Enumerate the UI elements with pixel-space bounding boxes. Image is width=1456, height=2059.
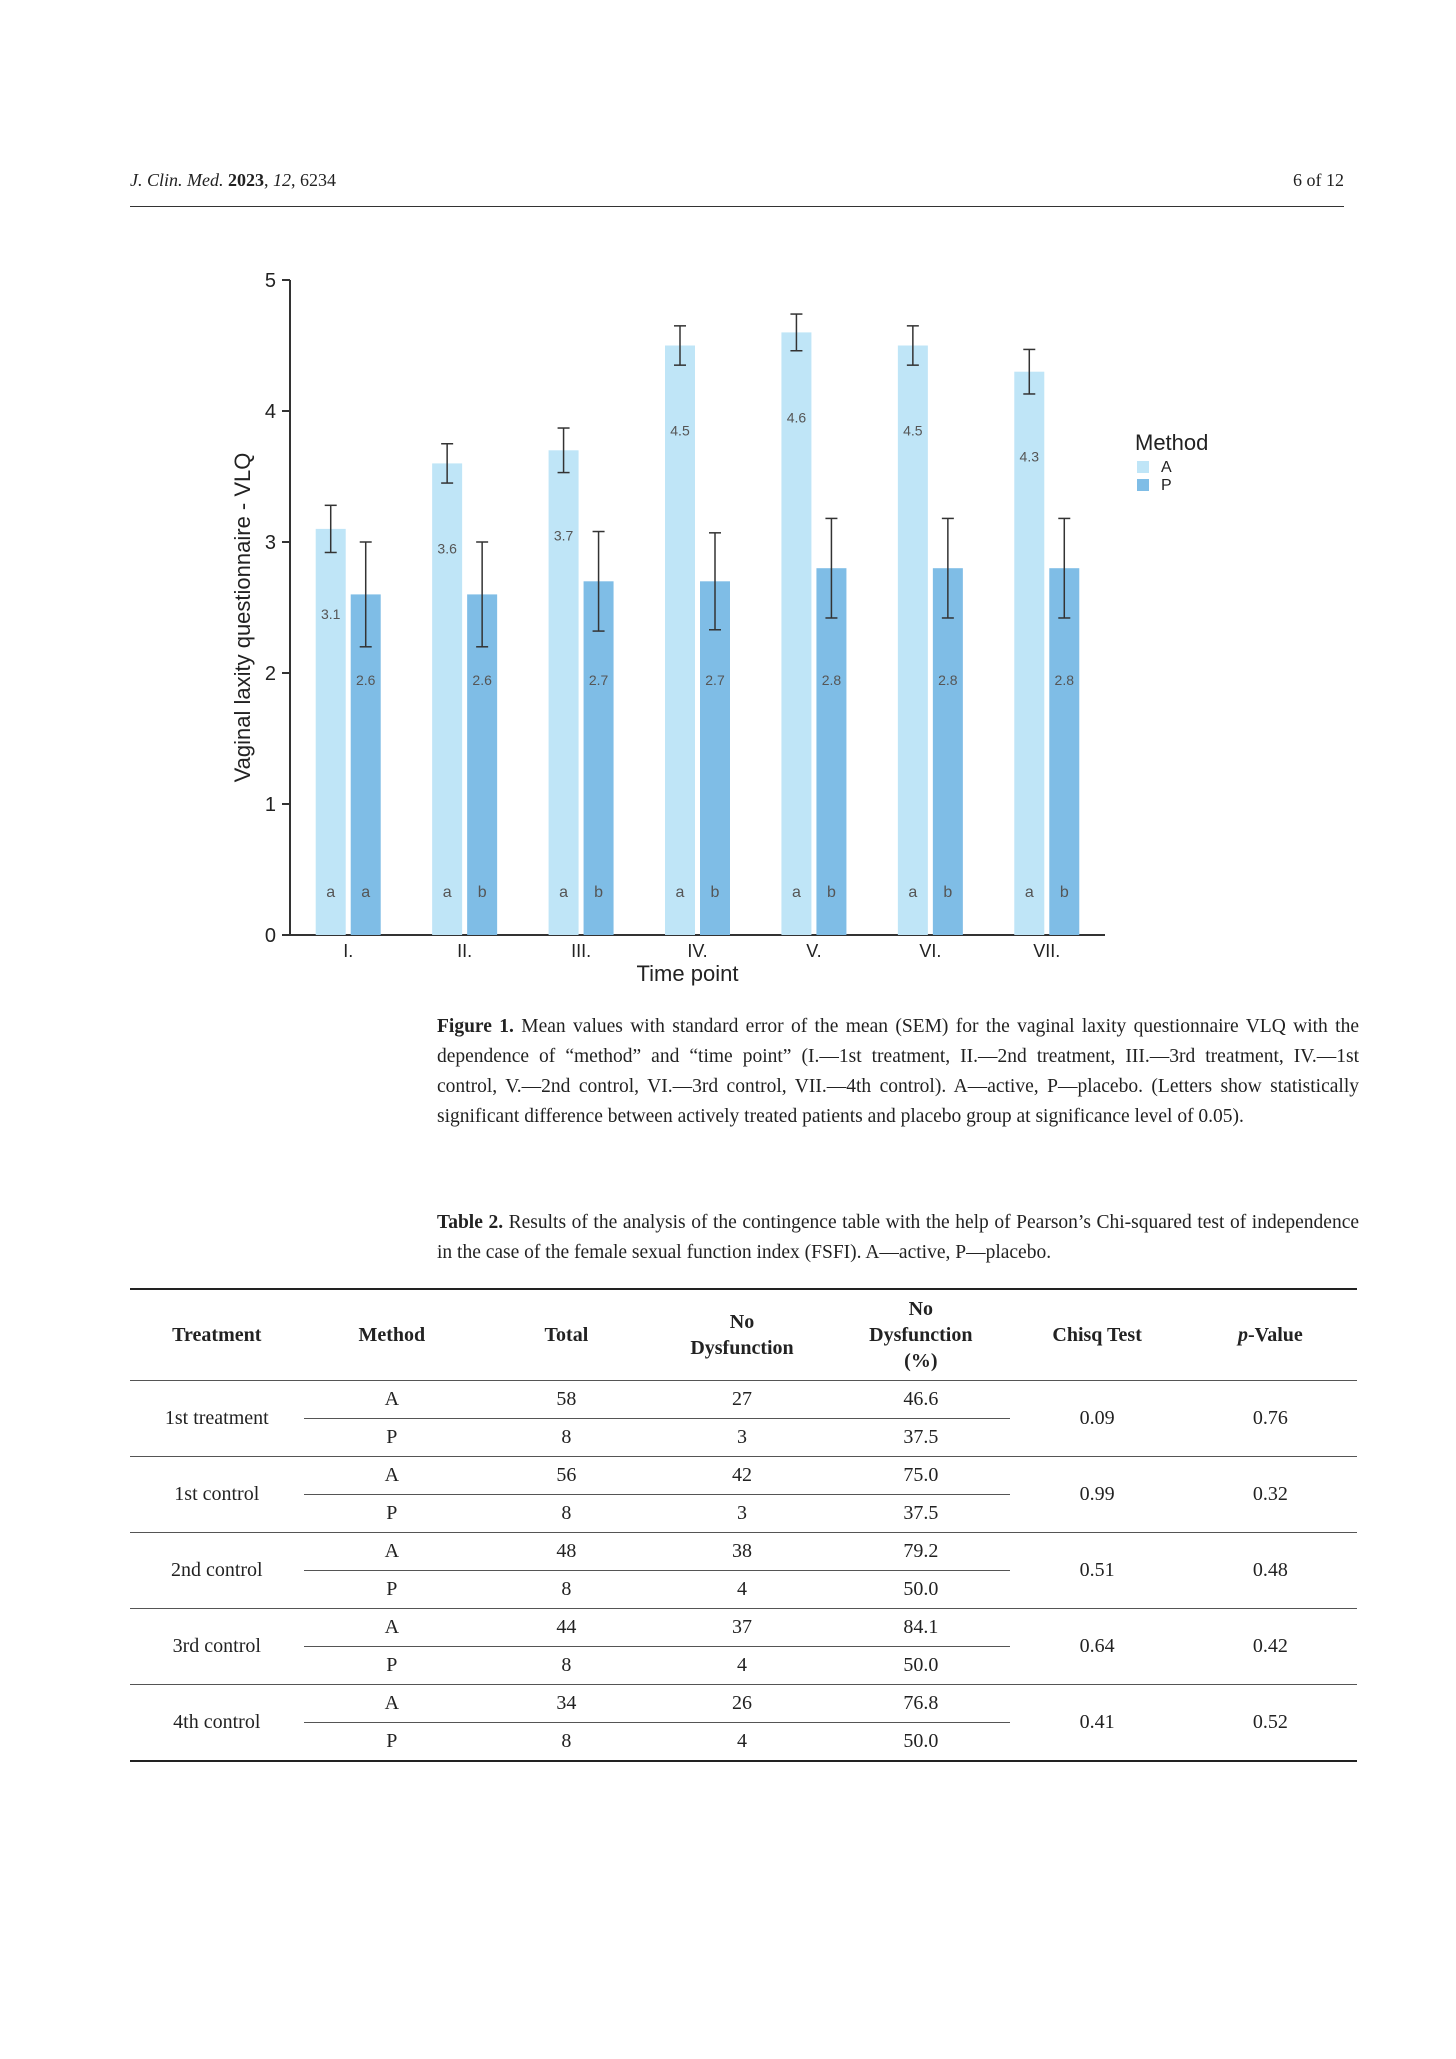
header-divider [130, 206, 1344, 207]
treatment-cell: 1st control [174, 1483, 260, 1505]
bar-active [316, 529, 346, 935]
no-dysfunction-cell: 42 [653, 1457, 831, 1495]
no-dysfunction-cell: 27 [653, 1381, 831, 1419]
x-tick-label: VI. [919, 941, 942, 961]
chisq-cell: 0.64 [1079, 1635, 1115, 1657]
x-tick-label: II. [457, 941, 473, 961]
total-cell: 8 [561, 1654, 572, 1676]
data-label: 4.3 [1019, 448, 1040, 465]
significance-letter: a [791, 884, 801, 901]
method-cell: A [304, 1533, 480, 1571]
total-cell: 58 [480, 1381, 653, 1419]
pct-cell: 37.5 [903, 1426, 939, 1448]
method-cell: P [386, 1502, 398, 1524]
y-axis-label: Vaginal laxity questionnaire - VLQ [230, 452, 255, 783]
legend-swatch [1137, 461, 1149, 473]
data-label: 3.6 [437, 540, 457, 557]
page-header [130, 170, 1344, 210]
significance-letter: a [442, 884, 452, 901]
x-tick-label: I. [343, 941, 354, 961]
header-p-value: p-Value [1237, 1324, 1303, 1346]
legend-label: P [1161, 477, 1172, 494]
data-label: 3.7 [553, 527, 574, 544]
no-dysfunction-cell: 3 [737, 1426, 747, 1448]
significance-letter: b [477, 884, 487, 901]
p-value-cell: 0.42 [1252, 1635, 1288, 1657]
data-label: 4.5 [903, 422, 923, 439]
article-number: 6234 [299, 170, 336, 190]
table-row [130, 1457, 1357, 1495]
method-cell: A [304, 1609, 480, 1647]
table-label: Table 2. [437, 1212, 504, 1233]
pct-cell: 50.0 [903, 1730, 939, 1752]
header-total: Total [544, 1324, 589, 1346]
data-label: 4.6 [786, 409, 807, 426]
journal-citation: J. Clin. Med. 2023, 12, 6234 [130, 170, 336, 190]
chisq-cell: 0.41 [1079, 1711, 1115, 1733]
significance-letter: a [1024, 884, 1034, 901]
table-header-row [130, 1289, 1357, 1381]
pct-cell: 79.2 [831, 1533, 1010, 1571]
figure-caption [437, 1012, 1359, 1132]
bar-placebo [816, 568, 846, 935]
table-group [130, 1533, 1357, 1609]
pct-cell: 50.0 [903, 1654, 939, 1676]
total-cell: 56 [480, 1457, 653, 1495]
data-label: 2.7 [705, 672, 725, 688]
total-cell: 8 [561, 1426, 572, 1448]
x-tick-label: III. [571, 941, 592, 961]
header-no-dysfunction: No Dysfunction [690, 1311, 794, 1359]
pct-cell: 50.0 [903, 1578, 939, 1600]
treatment-cell: 4th control [173, 1711, 261, 1733]
header-treatment: Treatment [172, 1324, 262, 1346]
chisq-cell: 0.09 [1079, 1407, 1115, 1429]
data-label: 2.8 [1054, 672, 1075, 688]
x-tick-label: IV. [687, 941, 708, 961]
data-label: 4.5 [670, 422, 690, 439]
significance-letter: a [326, 884, 336, 901]
pct-cell: 75.0 [831, 1457, 1010, 1495]
journal-volume: 12 [272, 170, 291, 190]
table-row [130, 1609, 1357, 1647]
bar-placebo [584, 581, 614, 935]
total-cell: 8 [561, 1502, 572, 1524]
method-cell: A [304, 1381, 480, 1419]
pct-cell: 46.6 [831, 1381, 1010, 1419]
significance-letter: a [361, 884, 371, 901]
y-tick-label: 4 [264, 401, 276, 423]
no-dysfunction-cell: 4 [737, 1578, 747, 1600]
significance-letter: a [908, 884, 918, 901]
bar-placebo [1049, 568, 1079, 935]
p-value-cell: 0.32 [1252, 1483, 1288, 1505]
legend-title: Method [1135, 430, 1209, 455]
header-chisq: Chisq Test [1052, 1324, 1142, 1346]
table-caption-text: Results of the analysis of the contingence table with the help of Pearson’s Chi-squared test of independence in the case of the female sexual function index (FSFI). A—active, P—placebo. [437, 1212, 1359, 1263]
significance-letter: a [559, 884, 569, 901]
bar-active [549, 450, 579, 935]
table-row [130, 1685, 1357, 1723]
table-caption [437, 1208, 1359, 1268]
page-number: 6 of 12 [1293, 170, 1344, 190]
significance-letter: b [1059, 884, 1069, 901]
table-group [130, 1685, 1357, 1762]
journal-year: 2023 [227, 170, 264, 190]
treatment-cell: 3rd control [172, 1635, 261, 1657]
y-tick-label: 0 [264, 925, 276, 947]
no-dysfunction-cell: 38 [653, 1533, 831, 1571]
method-cell: P [386, 1426, 398, 1448]
data-label: 2.8 [938, 672, 958, 688]
data-label: 2.8 [821, 672, 842, 688]
data-label: 2.7 [588, 672, 609, 688]
total-cell: 8 [561, 1730, 572, 1752]
significance-letter: b [826, 884, 836, 901]
header-method: Method [358, 1324, 426, 1346]
method-cell: P [386, 1730, 398, 1752]
data-label: 2.6 [355, 672, 376, 688]
table-group [130, 1609, 1357, 1685]
y-tick-label: 5 [264, 270, 276, 292]
method-cell: A [304, 1685, 480, 1723]
table-group [130, 1381, 1357, 1457]
figure-caption-text: Mean values with standard error of the mean (SEM) for the vaginal laxity questionnaire VLQ with the dependence of “method” and “time point” (I.—1st treatment, II.—2nd treatment, III.—3rd treatment, IV.—1st control, V.—2nd control, VI.—3rd control, VII.—4th control). A—active, P—placebo. (Letters show statistically significant difference between actively treated patients and placebo group at significance level of 0.05). [437, 1016, 1360, 1127]
pct-cell: 37.5 [903, 1502, 939, 1524]
chisq-cell: 0.51 [1079, 1559, 1115, 1581]
data-label: 2.6 [472, 672, 492, 688]
y-tick-label: 1 [264, 794, 276, 816]
pct-cell: 76.8 [831, 1685, 1010, 1723]
vlq-bar-chart [220, 255, 1280, 995]
method-cell: P [386, 1578, 398, 1600]
no-dysfunction-cell: 26 [653, 1685, 831, 1723]
bar-placebo [700, 581, 730, 935]
no-dysfunction-cell: 37 [653, 1609, 831, 1647]
table-group [130, 1457, 1357, 1533]
total-cell: 48 [480, 1533, 653, 1571]
p-value-cell: 0.52 [1252, 1711, 1288, 1733]
bar-active [432, 463, 462, 935]
header-no-dysfunction-pct: No Dysfunction (%) [869, 1298, 973, 1372]
figure-label: Figure 1. [437, 1016, 514, 1037]
significance-letter: b [594, 884, 604, 901]
table-row [130, 1533, 1357, 1571]
p-value-cell: 0.76 [1252, 1407, 1288, 1429]
x-tick-label: VII. [1033, 941, 1061, 961]
chisq-cell: 0.99 [1079, 1483, 1115, 1505]
journal-name: J. Clin. Med. [130, 170, 224, 190]
legend-label: A [1161, 459, 1172, 476]
significance-letter: b [943, 884, 953, 901]
significance-letter: b [710, 884, 720, 901]
method-cell: A [304, 1457, 480, 1495]
total-cell: 34 [480, 1685, 653, 1723]
treatment-cell: 2nd control [170, 1559, 263, 1581]
method-cell: P [386, 1654, 398, 1676]
total-cell: 8 [561, 1578, 572, 1600]
no-dysfunction-cell: 4 [737, 1654, 747, 1676]
x-tick-label: V. [806, 941, 822, 961]
no-dysfunction-cell: 3 [737, 1502, 747, 1524]
y-tick-label: 3 [264, 532, 276, 554]
y-tick-label: 2 [264, 663, 276, 685]
legend-swatch [1137, 479, 1149, 491]
no-dysfunction-cell: 4 [737, 1730, 747, 1752]
bar-placebo [933, 568, 963, 935]
p-value-cell: 0.48 [1252, 1559, 1288, 1581]
x-axis-label: Time point [636, 961, 739, 986]
total-cell: 44 [480, 1609, 653, 1647]
table-row [130, 1381, 1357, 1419]
significance-letter: a [675, 884, 685, 901]
pct-cell: 84.1 [831, 1609, 1010, 1647]
data-label: 3.1 [320, 605, 341, 622]
results-table [130, 1288, 1357, 1762]
treatment-cell: 1st treatment [164, 1407, 269, 1429]
